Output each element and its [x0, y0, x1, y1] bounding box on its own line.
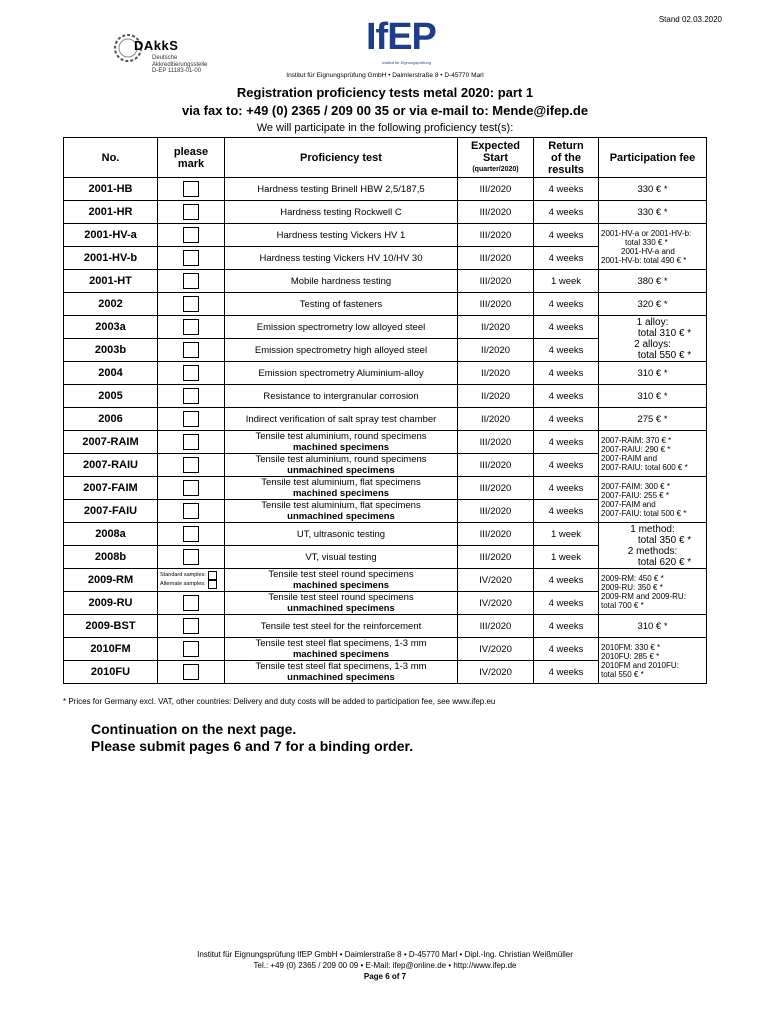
return-time: 1 week	[534, 546, 599, 569]
test-number: 2008a	[64, 523, 158, 546]
fee: 330 € *	[599, 201, 707, 224]
start-quarter: III/2020	[458, 270, 534, 293]
return-time: 4 weeks	[534, 224, 599, 247]
return-time: 4 weeks	[534, 569, 599, 592]
return-time: 4 weeks	[534, 201, 599, 224]
table-row	[64, 316, 707, 339]
mark-cell	[158, 293, 225, 316]
mark-cell	[158, 615, 225, 638]
start-quarter: IV/2020	[458, 638, 534, 661]
fee: 380 € *	[599, 270, 707, 293]
continuation-note: Continuation on the next page.	[91, 721, 297, 737]
mark-cell	[158, 339, 225, 362]
test-number: 2007-RAIU	[64, 454, 158, 477]
table-row	[64, 615, 707, 638]
return-time: 4 weeks	[534, 362, 599, 385]
group-fee-2009: 2009-RM: 450 € * 2009-RU: 350 € * 2009-RM and 2009-RU: total 700 € *	[599, 569, 707, 615]
mark-cell	[158, 569, 225, 592]
return-time: 4 weeks	[534, 638, 599, 661]
table-row	[64, 270, 707, 293]
mark-cell	[158, 454, 225, 477]
mark-cell	[158, 546, 225, 569]
table-row	[64, 523, 707, 546]
mark-checkbox[interactable]	[183, 365, 199, 381]
footer-contact: Tel.: +49 (0) 2365 / 209 00 09 • E-Mail: ifep@online.de • http://www.ifep.de	[253, 961, 517, 970]
test-name: Tensile test aluminium, round specimens machined specimens	[225, 431, 458, 454]
header-test: Proficiency test	[225, 138, 458, 178]
mark-checkbox[interactable]	[183, 411, 199, 427]
mark-checkbox[interactable]	[183, 503, 199, 519]
mark-cell	[158, 224, 225, 247]
fee: 320 € *	[599, 293, 707, 316]
start-quarter: II/2020	[458, 339, 534, 362]
start-quarter: III/2020	[458, 247, 534, 270]
dakks-subtitle: Deutsche Akkreditierungsstelle D-EP 11183-01-00	[152, 55, 208, 74]
alternate-samples-checkbox[interactable]	[208, 580, 217, 589]
table-row	[64, 408, 707, 431]
mark-cell	[158, 362, 225, 385]
group-fee-hv: 2001-HV-a or 2001-HV-b: total 330 € * 2001-HV-a and 2001-HV-b: total 490 € *	[599, 224, 707, 270]
ifep-logo	[366, 16, 436, 68]
return-time: 4 weeks	[534, 339, 599, 362]
group-fee-2003: 1 alloy: total 310 € * 2 alloys: total 550 € *	[599, 316, 707, 362]
header-fee: Participation fee	[599, 138, 707, 178]
start-quarter: III/2020	[458, 431, 534, 454]
table-row	[64, 638, 707, 661]
table-row	[64, 431, 707, 454]
test-name: Tensile test steel flat specimens, 1-3 mm unmachined specimens	[225, 661, 458, 684]
fax-email-line: via fax to: +49 (0) 2365 / 209 00 35 or via e-mail to: Mende@ifep.de	[181, 103, 589, 118]
mark-cell	[158, 523, 225, 546]
test-number: 2008b	[64, 546, 158, 569]
group-fee-2010: 2010FM: 330 € * 2010FU: 285 € * 2010FM and 2010FU: total 550 € *	[599, 638, 707, 684]
return-time: 4 weeks	[534, 293, 599, 316]
mark-checkbox[interactable]	[183, 388, 199, 404]
return-time: 4 weeks	[534, 178, 599, 201]
mark-checkbox[interactable]	[183, 342, 199, 358]
mark-cell	[158, 270, 225, 293]
test-number: 2010FM	[64, 638, 158, 661]
start-quarter: IV/2020	[458, 569, 534, 592]
ifep-wordmark: IfEP	[366, 16, 436, 58]
mark-checkbox[interactable]	[183, 618, 199, 634]
start-quarter: III/2020	[458, 500, 534, 523]
test-name: Indirect verification of salt spray test chamber	[225, 408, 458, 431]
test-number: 2007-RAIM	[64, 431, 158, 454]
test-number: 2010FU	[64, 661, 158, 684]
mark-cell	[158, 661, 225, 684]
test-name: Emission spectrometry low alloyed steel	[225, 316, 458, 339]
start-quarter: IV/2020	[458, 661, 534, 684]
mark-cell	[158, 247, 225, 270]
start-quarter: III/2020	[458, 523, 534, 546]
mark-checkbox[interactable]	[183, 227, 199, 243]
test-name: Hardness testing Vickers HV 10/HV 30	[225, 247, 458, 270]
return-time: 4 weeks	[534, 592, 599, 615]
test-name: Tensile test aluminium, flat specimens unmachined specimens	[225, 500, 458, 523]
test-name: Hardness testing Rockwell C	[225, 201, 458, 224]
fee: 310 € *	[599, 615, 707, 638]
return-time: 4 weeks	[534, 431, 599, 454]
test-name: Tensile test aluminium, flat specimens machined specimens	[225, 477, 458, 500]
date-stamp: Stand 02.03.2020	[658, 15, 722, 24]
price-footnote: * Prices for Germany excl. VAT, other countries: Delivery and duty costs will be added to participation fee, see www.ifep.eu	[63, 697, 496, 706]
page-title: Registration proficiency tests metal 2020: part 1	[236, 85, 534, 100]
table-row	[64, 293, 707, 316]
table-row	[64, 224, 707, 247]
mark-cell	[158, 408, 225, 431]
table-row	[64, 362, 707, 385]
mark-checkbox[interactable]	[183, 480, 199, 496]
test-number: 2001-HB	[64, 178, 158, 201]
return-time: 4 weeks	[534, 615, 599, 638]
test-number: 2004	[64, 362, 158, 385]
table-row	[64, 477, 707, 500]
start-quarter: II/2020	[458, 408, 534, 431]
mark-checkbox[interactable]	[183, 319, 199, 335]
return-time: 4 weeks	[534, 316, 599, 339]
return-time: 1 week	[534, 523, 599, 546]
dakks-wordmark: DAkkS	[134, 38, 179, 53]
test-name: Tensile test steel for the reinforcement	[225, 615, 458, 638]
return-time: 1 week	[534, 270, 599, 293]
test-number: 2003b	[64, 339, 158, 362]
fee: 275 € *	[599, 408, 707, 431]
fee: 310 € *	[599, 362, 707, 385]
return-time: 4 weeks	[534, 500, 599, 523]
footer-address: Institut für Eignungsprüfung IfEP GmbH • Daimlerstraße 8 • D-45770 Marl • Dipl.-Ing. Christian Weißmüller	[197, 950, 573, 959]
mark-checkbox[interactable]	[183, 296, 199, 312]
return-time: 4 weeks	[534, 408, 599, 431]
test-number: 2009-RM	[64, 569, 158, 592]
start-quarter: II/2020	[458, 362, 534, 385]
return-time: 4 weeks	[534, 385, 599, 408]
page-number: Page 6 of 7	[363, 972, 407, 981]
mark-cell	[158, 592, 225, 615]
start-quarter: III/2020	[458, 477, 534, 500]
return-time: 4 weeks	[534, 247, 599, 270]
mark-cell	[158, 477, 225, 500]
start-quarter: III/2020	[458, 201, 534, 224]
test-name: UT, ultrasonic testing	[225, 523, 458, 546]
group-fee-2008: 1 method: total 350 € * 2 methods: total 620 € *	[599, 523, 707, 569]
group-fee-2007-rai: 2007-RAIM: 370 € * 2007-RAIU: 290 € * 2007-RAIM and 2007-RAIU: total 600 € *	[599, 431, 707, 477]
start-quarter: III/2020	[458, 178, 534, 201]
start-quarter: III/2020	[458, 615, 534, 638]
table-row	[64, 178, 707, 201]
test-name: Tensile test steel round specimens machined specimens	[225, 569, 458, 592]
test-number: 2009-BST	[64, 615, 158, 638]
header-return: Return of the results	[534, 138, 599, 178]
return-time: 4 weeks	[534, 661, 599, 684]
mark-cell	[158, 431, 225, 454]
return-time: 4 weeks	[534, 454, 599, 477]
table-header-row	[64, 138, 707, 178]
test-number: 2001-HV-b	[64, 247, 158, 270]
mark-cell	[158, 500, 225, 523]
table-row	[64, 569, 707, 592]
standard-samples-checkbox[interactable]	[208, 571, 217, 580]
test-name: Testing of fasteners	[225, 293, 458, 316]
mark-checkbox[interactable]	[183, 181, 199, 197]
start-quarter: III/2020	[458, 546, 534, 569]
table-row	[64, 201, 707, 224]
ifep-tagline: Institut für Eignungsprüfung	[382, 60, 431, 65]
registration-table	[63, 137, 707, 684]
test-number: 2001-HR	[64, 201, 158, 224]
start-quarter: II/2020	[458, 316, 534, 339]
test-number: 2005	[64, 385, 158, 408]
return-time: 4 weeks	[534, 477, 599, 500]
test-number: 2009-RU	[64, 592, 158, 615]
sample-options: Standard samples: Alternate samples:	[160, 571, 222, 589]
start-quarter: II/2020	[458, 385, 534, 408]
start-quarter: III/2020	[458, 224, 534, 247]
mark-checkbox[interactable]	[183, 250, 199, 266]
mark-checkbox[interactable]	[183, 457, 199, 473]
mark-checkbox[interactable]	[183, 595, 199, 611]
mark-cell	[158, 201, 225, 224]
test-name: VT, visual testing	[225, 546, 458, 569]
test-name: Resistance to intergranular corrosion	[225, 385, 458, 408]
test-number: 2007-FAIM	[64, 477, 158, 500]
test-name: Emission spectrometry Aluminium-alloy	[225, 362, 458, 385]
intro-text: We will participate in the following proficiency test(s):	[256, 122, 514, 134]
start-quarter: III/2020	[458, 454, 534, 477]
mark-checkbox[interactable]	[183, 434, 199, 450]
test-number: 2002	[64, 293, 158, 316]
mark-checkbox[interactable]	[183, 273, 199, 289]
test-number: 2001-HV-a	[64, 224, 158, 247]
header-please-mark: please mark	[158, 138, 225, 178]
test-number: 2001-HT	[64, 270, 158, 293]
test-name: Tensile test aluminium, round specimens unmachined specimens	[225, 454, 458, 477]
test-name: Tensile test steel round specimens unmachined specimens	[225, 592, 458, 615]
header-no: No.	[64, 138, 158, 178]
mark-cell	[158, 316, 225, 339]
institute-address: Institut für Eignungsprüfung GmbH • Daimlerstraße 8 • D-45770 Marl	[286, 72, 484, 79]
test-name: Tensile test steel flat specimens, 1-3 mm machined specimens	[225, 638, 458, 661]
mark-checkbox[interactable]	[183, 204, 199, 220]
mark-checkbox[interactable]	[183, 641, 199, 657]
mark-cell	[158, 178, 225, 201]
mark-cell	[158, 385, 225, 408]
mark-checkbox[interactable]	[183, 526, 199, 542]
test-number: 2006	[64, 408, 158, 431]
group-fee-2007-fai: 2007-FAIM: 300 € * 2007-FAIU: 255 € * 2007-FAIM and 2007-FAIU: total 500 € *	[599, 477, 707, 523]
test-number: 2003a	[64, 316, 158, 339]
mark-checkbox[interactable]	[183, 664, 199, 680]
mark-cell	[158, 638, 225, 661]
test-name: Emission spectrometry high alloyed steel	[225, 339, 458, 362]
test-number: 2007-FAIU	[64, 500, 158, 523]
header-expected-start: Expected Start (quarter/2020)	[458, 138, 534, 178]
test-name: Hardness testing Brinell HBW 2,5/187,5	[225, 178, 458, 201]
test-name: Mobile hardness testing	[225, 270, 458, 293]
table-row	[64, 385, 707, 408]
submit-instruction: Please submit pages 6 and 7 for a binding order.	[91, 738, 414, 754]
start-quarter: IV/2020	[458, 592, 534, 615]
fee: 310 € *	[599, 385, 707, 408]
test-name: Hardness testing Vickers HV 1	[225, 224, 458, 247]
fee: 330 € *	[599, 178, 707, 201]
mark-checkbox[interactable]	[183, 549, 199, 565]
start-quarter: III/2020	[458, 293, 534, 316]
